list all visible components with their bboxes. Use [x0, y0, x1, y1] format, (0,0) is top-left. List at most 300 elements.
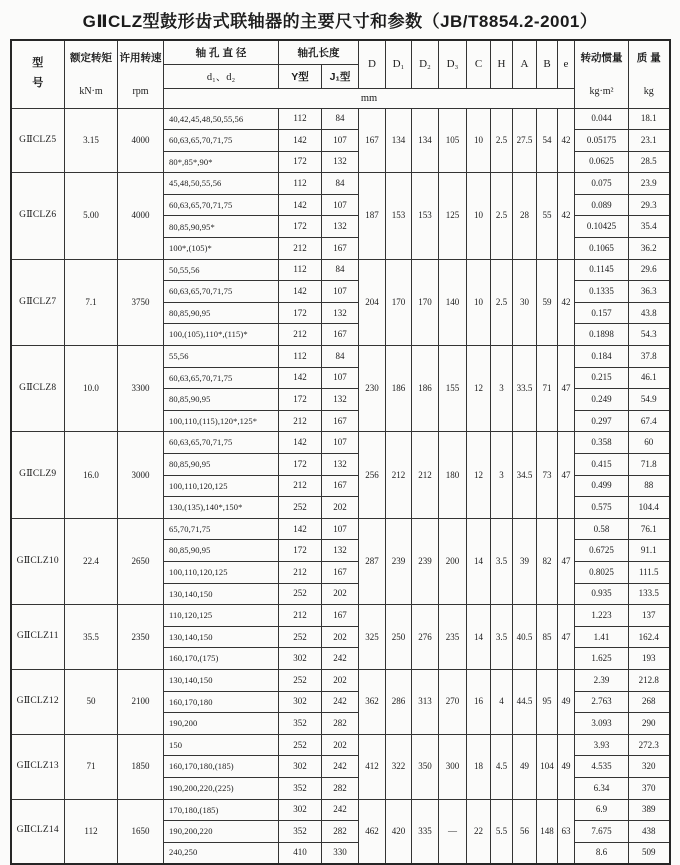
col-header-bore-length: 轴孔长度 [279, 40, 359, 64]
inertia-cell: 0.05175 [575, 130, 629, 152]
dim-H-cell: 3.5 [491, 605, 513, 670]
dim-D1-cell: 170 [386, 259, 412, 345]
dim-B-cell: 82 [537, 518, 558, 604]
mass-cell: 54.3 [629, 324, 670, 346]
dim-A-cell: 27.5 [513, 108, 537, 173]
col-subheader-d1-d2: d₁、d₂ [164, 64, 279, 88]
j1-length-cell: 167 [322, 605, 359, 627]
dim-H-cell: 4.5 [491, 734, 513, 799]
dim-D3-cell: 180 [439, 432, 467, 518]
dim-C-cell: 14 [467, 605, 491, 670]
dim-D-cell: 325 [359, 605, 386, 670]
dim-D2-cell: 170 [412, 259, 439, 345]
bore-diameters-cell: 190,200 [164, 713, 279, 735]
col-header-speed [118, 40, 164, 108]
inertia-cell: 0.184 [575, 346, 629, 368]
y-length-cell: 142 [279, 194, 322, 216]
torque-cell: 7.1 [65, 259, 118, 345]
inertia-cell: 1.41 [575, 626, 629, 648]
y-length-cell: 212 [279, 561, 322, 583]
speed-cell: 3300 [118, 346, 164, 432]
j1-length-cell: 202 [322, 734, 359, 756]
speed-unit-label: rpm [132, 86, 149, 98]
mass-cell: 370 [629, 777, 670, 799]
mass-cell: 509 [629, 842, 670, 864]
dim-D1-cell: 250 [386, 605, 412, 670]
mass-cell: 212.8 [629, 669, 670, 691]
y-length-cell: 410 [279, 842, 322, 864]
y-length-cell: 302 [279, 799, 322, 821]
dim-D1-cell: 322 [386, 734, 412, 799]
dim-D-cell: 462 [359, 799, 386, 864]
inertia-cell: 0.499 [575, 475, 629, 497]
y-length-cell: 212 [279, 410, 322, 432]
inertia-cell: 0.075 [575, 173, 629, 195]
page-title: GⅡCLZ型鼓形齿式联轴器的主要尺寸和参数（JB/T8854.2-2001） [82, 12, 598, 31]
mass-unit-label: kg [643, 86, 654, 98]
dim-A-cell: 34.5 [513, 432, 537, 518]
col-header-A: A [513, 40, 537, 88]
dim-e-cell: 47 [558, 432, 575, 518]
inertia-cell: 2.763 [575, 691, 629, 713]
inertia-cell: 6.34 [575, 777, 629, 799]
dim-D-cell: 204 [359, 259, 386, 345]
j1-length-cell: 107 [322, 432, 359, 454]
table-row [11, 799, 670, 821]
dim-D3-cell: 105 [439, 108, 467, 173]
dim-C-cell: 10 [467, 108, 491, 173]
dim-H-cell: 2.5 [491, 108, 513, 173]
dim-B-cell: 148 [537, 799, 558, 864]
mass-cell: 23.1 [629, 130, 670, 152]
dim-D2-cell: 350 [412, 734, 439, 799]
j1-length-cell: 132 [322, 454, 359, 476]
dim-C-cell: 12 [467, 346, 491, 432]
dim-e-cell: 47 [558, 346, 575, 432]
y-length-cell: 352 [279, 777, 322, 799]
j1-length-cell: 107 [322, 130, 359, 152]
bore-diameters-cell: 160,170,(175) [164, 648, 279, 670]
mass-cell: 36.2 [629, 238, 670, 260]
bore-diameters-cell: 80,85,90,95 [164, 302, 279, 324]
mass-cell: 67.4 [629, 410, 670, 432]
model-cell: GⅡCLZ10 [11, 518, 65, 604]
mass-cell: 272.3 [629, 734, 670, 756]
inertia-cell: 0.1145 [575, 259, 629, 281]
inertia-cell: 0.8025 [575, 561, 629, 583]
dim-D-cell: 256 [359, 432, 386, 518]
inertia-cell: 0.1335 [575, 281, 629, 303]
inertia-cell: 2.39 [575, 669, 629, 691]
table-row [11, 173, 670, 195]
j1-length-cell: 242 [322, 756, 359, 778]
dim-D3-cell: 125 [439, 173, 467, 259]
y-length-cell: 252 [279, 497, 322, 519]
table-row [11, 259, 670, 281]
bore-diameters-cell: 100,110,120,125 [164, 475, 279, 497]
mass-cell: 18.1 [629, 108, 670, 130]
bore-diameters-cell: 130,(135),140*,150* [164, 497, 279, 519]
inertia-cell: 0.0625 [575, 151, 629, 173]
coupling-spec-table [10, 39, 671, 865]
dim-D2-cell: 313 [412, 669, 439, 734]
col-header-inertia [575, 40, 629, 108]
dim-B-cell: 55 [537, 173, 558, 259]
inertia-cell: 0.1898 [575, 324, 629, 346]
mass-cell: 290 [629, 713, 670, 735]
dim-D3-cell: 270 [439, 669, 467, 734]
dim-H-cell: 4 [491, 669, 513, 734]
dim-D2-cell: 153 [412, 173, 439, 259]
y-length-cell: 352 [279, 713, 322, 735]
dim-D1-cell: 420 [386, 799, 412, 864]
speed-cell: 2100 [118, 669, 164, 734]
dim-D3-cell: 140 [439, 259, 467, 345]
dim-C-cell: 16 [467, 669, 491, 734]
dim-H-cell: 3 [491, 346, 513, 432]
j1-length-cell: 167 [322, 324, 359, 346]
dim-B-cell: 54 [537, 108, 558, 173]
dim-B-cell: 59 [537, 259, 558, 345]
y-length-cell: 142 [279, 281, 322, 303]
dim-A-cell: 40.5 [513, 605, 537, 670]
dim-D2-cell: 212 [412, 432, 439, 518]
mass-cell: 88 [629, 475, 670, 497]
mass-cell: 71.8 [629, 454, 670, 476]
dim-e-cell: 47 [558, 518, 575, 604]
col-header-torque [65, 40, 118, 108]
model-cell: GⅡCLZ7 [11, 259, 65, 345]
bore-diameters-cell: 190,200,220 [164, 821, 279, 843]
mm-unit-cell: mm [164, 88, 575, 108]
bore-diameters-cell: 80,85,90,95* [164, 216, 279, 238]
bore-diameters-cell: 130,140,150 [164, 669, 279, 691]
y-length-cell: 302 [279, 648, 322, 670]
bore-diameters-cell: 130,140,150 [164, 626, 279, 648]
torque-cell: 10.0 [65, 346, 118, 432]
inertia-cell: 0.6725 [575, 540, 629, 562]
dim-A-cell: 28 [513, 173, 537, 259]
dim-H-cell: 3 [491, 432, 513, 518]
dim-A-cell: 30 [513, 259, 537, 345]
j1-length-cell: 132 [322, 302, 359, 324]
dim-D2-cell: 335 [412, 799, 439, 864]
dim-e-cell: 63 [558, 799, 575, 864]
speed-cell: 1850 [118, 734, 164, 799]
dim-D2-cell: 186 [412, 346, 439, 432]
mass-cell: 29.3 [629, 194, 670, 216]
inertia-cell: 0.089 [575, 194, 629, 216]
model-cell: GⅡCLZ6 [11, 173, 65, 259]
dim-C-cell: 10 [467, 173, 491, 259]
speed-cell: 4000 [118, 108, 164, 173]
dim-D1-cell: 239 [386, 518, 412, 604]
col-header-e: e [558, 40, 575, 88]
torque-cell: 50 [65, 669, 118, 734]
j1-length-cell: 242 [322, 648, 359, 670]
mass-cell: 29.6 [629, 259, 670, 281]
inertia-cell: 0.58 [575, 518, 629, 540]
inertia-cell: 0.358 [575, 432, 629, 454]
j1-length-cell: 330 [322, 842, 359, 864]
dim-A-cell: 49 [513, 734, 537, 799]
speed-cell: 2650 [118, 518, 164, 604]
j1-length-cell: 202 [322, 583, 359, 605]
inertia-cell: 0.1065 [575, 238, 629, 260]
bore-diameters-cell: 60,63,65,70,71,75 [164, 367, 279, 389]
inertia-cell: 0.044 [575, 108, 629, 130]
inertia-cell: 0.297 [575, 410, 629, 432]
torque-cell: 16.0 [65, 432, 118, 518]
bore-diameters-cell: 160,170,180,(185) [164, 756, 279, 778]
torque-cell: 35.5 [65, 605, 118, 670]
bore-diameters-cell: 110,120,125 [164, 605, 279, 627]
dim-C-cell: 22 [467, 799, 491, 864]
model-header-label: 型号 [32, 57, 44, 90]
model-cell: GⅡCLZ9 [11, 432, 65, 518]
torque-cell: 112 [65, 799, 118, 864]
col-header-C: C [467, 40, 491, 88]
mass-cell: 43.8 [629, 302, 670, 324]
dim-D1-cell: 212 [386, 432, 412, 518]
y-length-cell: 112 [279, 346, 322, 368]
inertia-cell: 0.157 [575, 302, 629, 324]
dim-D-cell: 362 [359, 669, 386, 734]
dim-D-cell: 412 [359, 734, 386, 799]
dim-B-cell: 85 [537, 605, 558, 670]
bore-diameters-cell: 80*,85*,90* [164, 151, 279, 173]
j1-length-cell: 107 [322, 367, 359, 389]
dim-D2-cell: 134 [412, 108, 439, 173]
torque-cell: 71 [65, 734, 118, 799]
bore-diameters-cell: 80,85,90,95 [164, 454, 279, 476]
bore-diameters-cell: 55,56 [164, 346, 279, 368]
inertia-unit-label: kg·m² [589, 86, 614, 98]
bore-diameters-cell: 170,180,(185) [164, 799, 279, 821]
inertia-cell: 0.249 [575, 389, 629, 411]
j1-length-cell: 107 [322, 518, 359, 540]
bore-diameters-cell: 130,140,150 [164, 583, 279, 605]
y-length-cell: 142 [279, 367, 322, 389]
bore-diameters-cell: 60,63,65,70,71,75 [164, 281, 279, 303]
col-header-D1: D₁ [386, 40, 412, 88]
col-header-D: D [359, 40, 386, 88]
dim-e-cell: 42 [558, 173, 575, 259]
dim-D-cell: 287 [359, 518, 386, 604]
dim-C-cell: 12 [467, 432, 491, 518]
j1-length-cell: 132 [322, 151, 359, 173]
torque-header-label: 额定转矩 [70, 52, 112, 65]
bore-diameters-cell: 100,110,120,125 [164, 561, 279, 583]
bore-diameters-cell: 150 [164, 734, 279, 756]
bore-diameters-cell: 60,63,65,70,71,75 [164, 194, 279, 216]
col-header-D3: D₃ [439, 40, 467, 88]
speed-cell: 3750 [118, 259, 164, 345]
j1-length-cell: 282 [322, 713, 359, 735]
dim-B-cell: 71 [537, 346, 558, 432]
dim-e-cell: 47 [558, 605, 575, 670]
bore-diameters-cell: 80,85,90,95 [164, 389, 279, 411]
mass-cell: 193 [629, 648, 670, 670]
model-cell: GⅡCLZ13 [11, 734, 65, 799]
j1-length-cell: 202 [322, 626, 359, 648]
y-length-cell: 172 [279, 216, 322, 238]
bore-diameters-cell: 80,85,90,95 [164, 540, 279, 562]
model-cell: GⅡCLZ14 [11, 799, 65, 864]
y-length-cell: 172 [279, 540, 322, 562]
dim-A-cell: 56 [513, 799, 537, 864]
y-length-cell: 172 [279, 389, 322, 411]
col-header-B: B [537, 40, 558, 88]
mass-header-label: 质 量 [636, 52, 661, 65]
table-row [11, 734, 670, 756]
table-row [11, 605, 670, 627]
dim-D-cell: 167 [359, 108, 386, 173]
dim-D1-cell: 286 [386, 669, 412, 734]
col-subheader-j1-type: J₁型 [322, 64, 359, 88]
dim-D2-cell: 276 [412, 605, 439, 670]
torque-cell: 5.00 [65, 173, 118, 259]
mass-cell: 438 [629, 821, 670, 843]
dim-D3-cell: — [439, 799, 467, 864]
inertia-cell: 6.9 [575, 799, 629, 821]
bore-diameters-cell: 40,42,45,48,50,55,56 [164, 108, 279, 130]
mass-cell: 111.5 [629, 561, 670, 583]
y-length-cell: 112 [279, 259, 322, 281]
j1-length-cell: 202 [322, 669, 359, 691]
y-length-cell: 302 [279, 691, 322, 713]
mass-cell: 23.9 [629, 173, 670, 195]
dim-H-cell: 5.5 [491, 799, 513, 864]
inertia-cell: 0.215 [575, 367, 629, 389]
dim-D3-cell: 235 [439, 605, 467, 670]
j1-length-cell: 202 [322, 497, 359, 519]
y-length-cell: 142 [279, 432, 322, 454]
y-length-cell: 212 [279, 238, 322, 260]
torque-cell: 22.4 [65, 518, 118, 604]
inertia-cell: 3.93 [575, 734, 629, 756]
inertia-cell: 0.935 [575, 583, 629, 605]
table-row [11, 518, 670, 540]
j1-length-cell: 282 [322, 821, 359, 843]
dim-B-cell: 95 [537, 669, 558, 734]
y-length-cell: 352 [279, 821, 322, 843]
mass-cell: 46.1 [629, 367, 670, 389]
dim-H-cell: 2.5 [491, 259, 513, 345]
j1-length-cell: 84 [322, 346, 359, 368]
mass-cell: 133.5 [629, 583, 670, 605]
col-header-bore-diameter: 轴 孔 直 径 [164, 40, 279, 64]
dim-e-cell: 49 [558, 669, 575, 734]
inertia-cell: 7.675 [575, 821, 629, 843]
bore-diameters-cell: 65,70,71,75 [164, 518, 279, 540]
dim-C-cell: 14 [467, 518, 491, 604]
mass-cell: 104.4 [629, 497, 670, 519]
bore-diameters-cell: 100,110,(115),120*,125* [164, 410, 279, 432]
dim-D3-cell: 200 [439, 518, 467, 604]
speed-header-label: 许用转速 [119, 52, 162, 65]
y-length-cell: 302 [279, 756, 322, 778]
torque-unit-label: kN·m [79, 86, 103, 98]
y-length-cell: 172 [279, 302, 322, 324]
j1-length-cell: 282 [322, 777, 359, 799]
y-length-cell: 172 [279, 151, 322, 173]
inertia-cell: 0.415 [575, 454, 629, 476]
y-length-cell: 112 [279, 108, 322, 130]
j1-length-cell: 132 [322, 389, 359, 411]
speed-cell: 3000 [118, 432, 164, 518]
mass-cell: 60 [629, 432, 670, 454]
inertia-cell: 0.575 [575, 497, 629, 519]
dim-D1-cell: 153 [386, 173, 412, 259]
model-cell: GⅡCLZ8 [11, 346, 65, 432]
j1-length-cell: 167 [322, 410, 359, 432]
mass-cell: 389 [629, 799, 670, 821]
bore-diameters-cell: 190,200,220,(225) [164, 777, 279, 799]
dim-B-cell: 104 [537, 734, 558, 799]
dim-e-cell: 42 [558, 108, 575, 173]
y-length-cell: 142 [279, 130, 322, 152]
dim-A-cell: 33.5 [513, 346, 537, 432]
y-length-cell: 252 [279, 734, 322, 756]
col-subheader-y-type: Y型 [279, 64, 322, 88]
torque-cell: 3.15 [65, 108, 118, 173]
bore-diameters-cell: 60,63,65,70,71,75 [164, 130, 279, 152]
y-length-cell: 252 [279, 583, 322, 605]
dim-A-cell: 44.5 [513, 669, 537, 734]
j1-length-cell: 242 [322, 691, 359, 713]
inertia-cell: 0.10425 [575, 216, 629, 238]
bore-diameters-cell: 100,(105),110*,(115)* [164, 324, 279, 346]
j1-length-cell: 167 [322, 561, 359, 583]
bore-diameters-cell: 45,48,50,55,56 [164, 173, 279, 195]
j1-length-cell: 167 [322, 475, 359, 497]
mass-cell: 76.1 [629, 518, 670, 540]
dim-D3-cell: 155 [439, 346, 467, 432]
bore-diameters-cell: 240,250 [164, 842, 279, 864]
bore-diameters-cell: 50,55,56 [164, 259, 279, 281]
j1-length-cell: 242 [322, 799, 359, 821]
j1-length-cell: 84 [322, 108, 359, 130]
mass-cell: 35.4 [629, 216, 670, 238]
speed-cell: 4000 [118, 173, 164, 259]
mass-cell: 320 [629, 756, 670, 778]
y-length-cell: 252 [279, 669, 322, 691]
y-length-cell: 212 [279, 324, 322, 346]
table-row [11, 432, 670, 454]
bore-diameters-cell: 60,63,65,70,71,75 [164, 432, 279, 454]
mass-cell: 54.9 [629, 389, 670, 411]
mass-cell: 37.8 [629, 346, 670, 368]
bore-diameters-cell: 100*,(105)* [164, 238, 279, 260]
dim-D1-cell: 134 [386, 108, 412, 173]
dim-B-cell: 73 [537, 432, 558, 518]
inertia-cell: 1.223 [575, 605, 629, 627]
dim-D1-cell: 186 [386, 346, 412, 432]
mass-cell: 162.4 [629, 626, 670, 648]
col-header-model [11, 40, 65, 108]
mass-cell: 268 [629, 691, 670, 713]
j1-length-cell: 84 [322, 173, 359, 195]
dim-D-cell: 230 [359, 346, 386, 432]
dim-H-cell: 2.5 [491, 173, 513, 259]
dim-D3-cell: 300 [439, 734, 467, 799]
inertia-cell: 3.093 [575, 713, 629, 735]
col-header-mass [629, 40, 670, 108]
table-body [11, 108, 670, 864]
table-row [11, 669, 670, 691]
y-length-cell: 212 [279, 605, 322, 627]
